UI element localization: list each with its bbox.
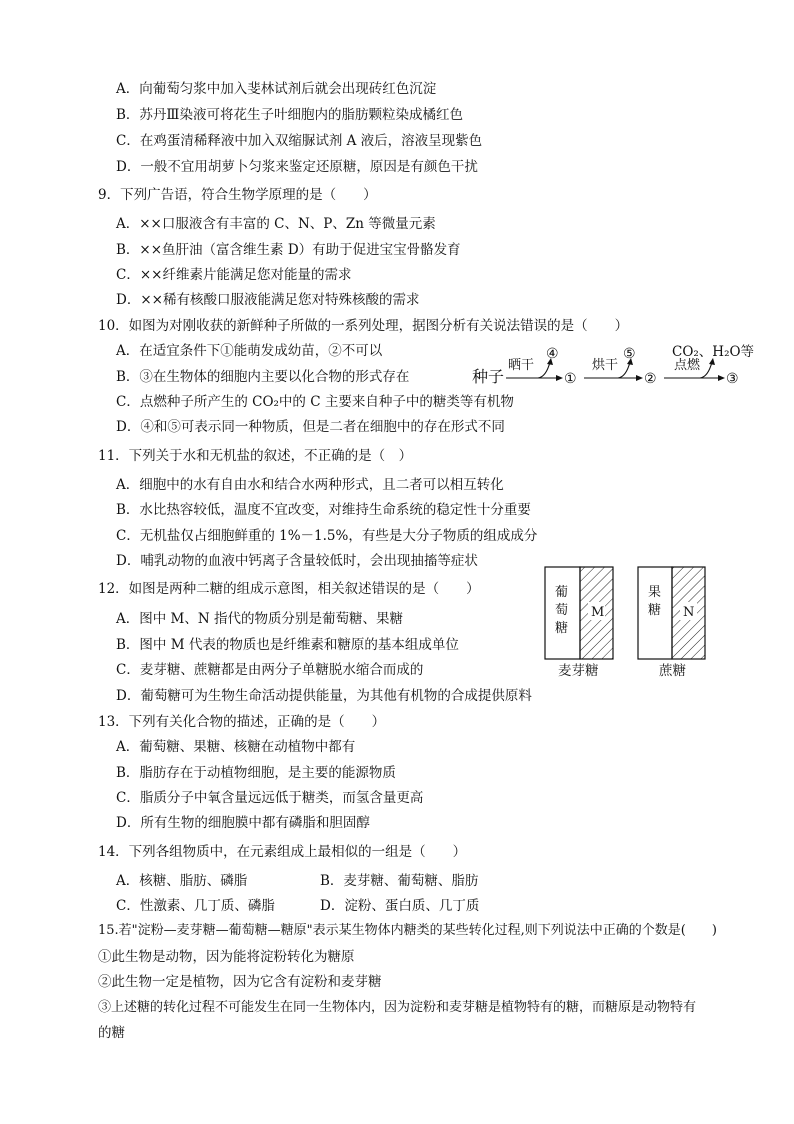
q10-process-diagram (468, 340, 768, 390)
q8-option-a: A．向葡萄匀浆中加入斐林试剂后就会出现砖红色沉淀 (116, 81, 437, 97)
q8-option-d: D．一般不宜用胡萝卜匀浆来鉴定还原糖，原因是有颜色干扰 (116, 159, 478, 175)
q11-option-d: D．哺乳动物的血液中钙离子含量较低时，会出现抽搐等症状 (116, 553, 478, 569)
q9-stem: 9．下列广告语，符合生物学原理的是（ ） (98, 187, 377, 203)
arrow-3-branch (700, 362, 712, 378)
q14-stem: 14．下列各组物质中，在元素组成上最相似的一组是（ ） (98, 844, 467, 860)
fructose-char-2: 糖 (648, 603, 662, 618)
sucrose-caption: 蔗糖 (659, 663, 686, 679)
product-4: ④ (546, 346, 559, 362)
q10-option-c: C．点燃种子所产生的 CO₂中的 C 主要来自种子中的糖类等有机物 (116, 394, 514, 410)
arrow-2-branch (618, 362, 630, 378)
q13-stem: 13．下列有关化合物的描述，正确的是（ ） (98, 714, 386, 730)
q9-option-a: A．××口服液含有丰富的 C、N、P、Zn 等微量元素 (116, 216, 436, 232)
q9-option-c: C．××纤维素片能满足您对能量的需求 (116, 267, 352, 283)
q11-stem: 11．下列关于水和无机盐的叙述，不正确的是（ ） (98, 448, 413, 464)
q10-option-b: B．③在生物体的细胞内主要以化合物的形式存在 (116, 369, 410, 385)
q15-item-3-cont: 的糖 (98, 1025, 125, 1041)
q15-stem: 15.若"淀粉—麦芽糖—葡萄糖—糖原"表示某生物体内糖类的某些转化过程,则下列说法中正确的个数是( ) (98, 923, 717, 938)
q13-option-c: C．脂质分子中氧含量远远低于糖类，而氢含量更高 (116, 790, 424, 806)
seed-label: 种子 (472, 367, 505, 386)
arrow-1-head (556, 375, 563, 381)
arrow-3-head (718, 375, 725, 381)
node-2: ② (644, 371, 657, 387)
burn-label: 点燃 (674, 358, 701, 373)
q10-option-d: D．④和⑤可表示同一种物质，但是二者在细胞中的存在形式不同 (116, 419, 505, 435)
q9-option-b: B．××鱼肝油（富含维生素 D）有助于促进宝宝骨骼发育 (116, 242, 461, 258)
q14-option-a: A．核糖、脂肪、磷脂 (116, 873, 248, 889)
q10-option-a: A．在适宜条件下①能萌发成幼苗，②不可以 (116, 343, 383, 359)
q15-item-1: ①此生物是动物，因为能将淀粉转化为糖原 (98, 949, 355, 965)
q13-option-a: A．葡萄糖、果糖、核糖在动植物中都有 (116, 739, 356, 755)
q12-stem: 12．如图是两种二糖的组成示意图，相关叙述错误的是（ ） (98, 581, 480, 597)
q12-option-b: B．图中 M 代表的物质也是纤维素和糖原的基本组成单位 (116, 637, 459, 653)
q11-option-b: B．水比热容较低，温度不宜改变，对维持生命系统的稳定性十分重要 (116, 502, 531, 518)
node-1: ① (564, 371, 577, 387)
q15-item-2: ②此生物一定是植物，因为它含有淀粉和麦芽糖 (98, 974, 382, 990)
m-label: M (591, 605, 605, 620)
product-5: ⑤ (623, 346, 636, 362)
dry-sun-label: 晒干 (508, 358, 535, 373)
q10-stem: 10．如图为对刚收获的新鲜种子所做的一系列处理，据图分析有关说法错误的是（ ） (98, 318, 629, 334)
q12-option-d: D．葡萄糖可为生物生命活动提供能量，为其他有机物的合成提供原料 (116, 688, 532, 704)
glucose-char-2: 萄 (555, 603, 569, 618)
q12-option-c: C．麦芽糖、蔗糖都是由两分子单糖脱水缩合而成的 (116, 662, 424, 678)
products-co2-h2o: CO₂、H₂O等 (672, 344, 755, 360)
glucose-char-3: 糖 (555, 621, 569, 636)
q12-option-a: A．图中 M、N 指代的物质分别是葡萄糖、果糖 (116, 611, 403, 627)
q12-disaccharide-figure (540, 562, 710, 682)
q13-option-b: B．脂肪存在于动植物细胞，是主要的能源物质 (116, 765, 396, 781)
arrow-1-branch (538, 362, 550, 378)
q11-option-a: A．细胞中的水有自由水和结合水两种形式，且二者可以相互转化 (116, 477, 504, 493)
q14-option-c: C．性激素、几丁质、磷脂 (116, 898, 275, 914)
fructose-char-1: 果 (648, 585, 662, 600)
maltose-caption: 麦芽糖 (558, 663, 599, 679)
n-label: N (683, 605, 695, 620)
q14-option-b: B．麦芽糖、葡萄糖、脂肪 (320, 873, 479, 889)
q14-option-d: D．淀粉、蛋白质、几丁质 (320, 898, 480, 914)
q8-option-c: C．在鸡蛋清稀释液中加入双缩脲试剂 A 液后，溶液呈现紫色 (116, 133, 483, 149)
q13-option-d: D．所有生物的细胞膜中都有磷脂和胆固醇 (116, 815, 370, 831)
arrow-2-head (636, 375, 643, 381)
q9-option-d: D．××稀有核酸口服液能满足您对特殊核酸的需求 (116, 292, 420, 308)
glucose-char-1: 葡 (555, 585, 569, 600)
dry-oven-label: 烘干 (592, 358, 619, 373)
node-3: ③ (726, 371, 739, 387)
q8-option-b: B．苏丹Ⅲ染液可将花生子叶细胞内的脂肪颗粒染成橘红色 (116, 107, 463, 123)
q11-option-c: C．无机盐仅占细胞鲜重的 1%－1.5%，有些是大分子物质的组成成分 (116, 528, 538, 544)
q15-item-3: ③上述糖的转化过程不可能发生在同一生物体内，因为淀粉和麦芽糖是植物特有的糖，而糖原是动物特有 (98, 1000, 697, 1015)
